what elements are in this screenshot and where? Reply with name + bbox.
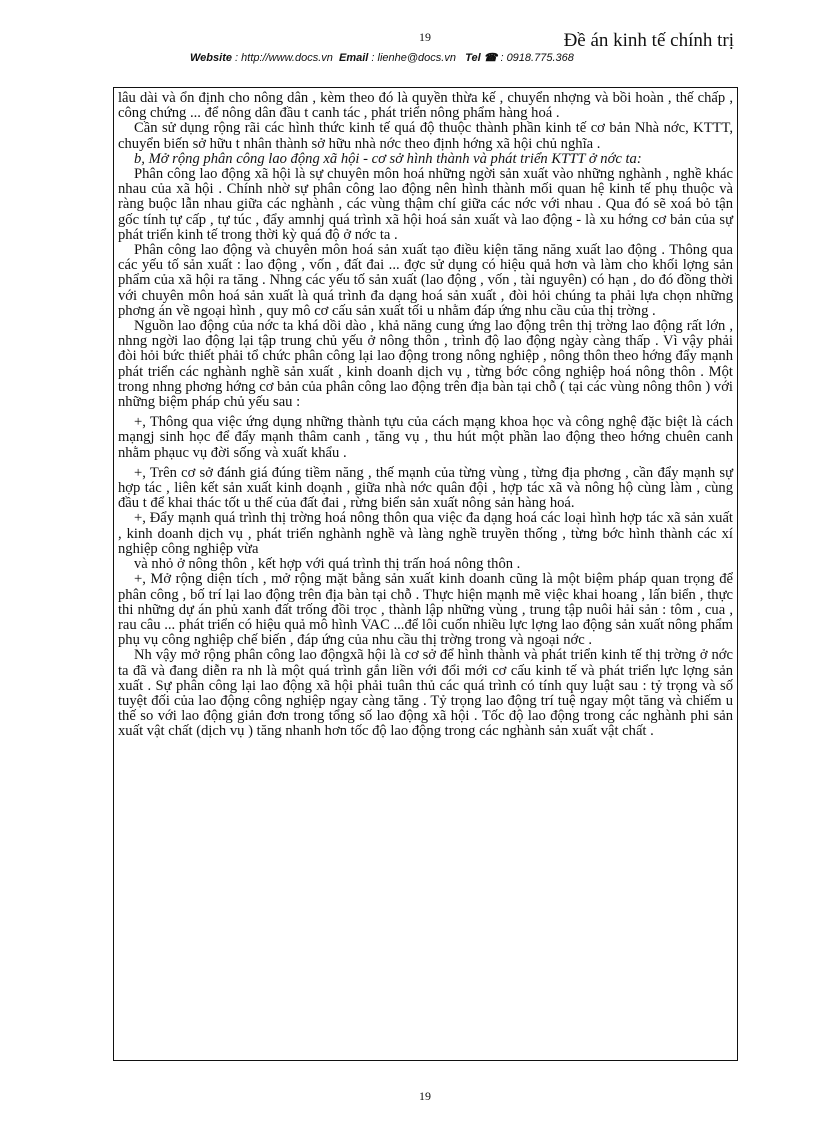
- paragraph: Cần sử dụng rộng rãi các hình thức kinh tế quá độ thuộc thành phần kinh tế cơ bản Nhà nớc, KTTT, chuyển biến sở hữu t nhân thành sở hữu nhà nớc theo định hớng xã hội chủ nghĩa .: [118, 120, 733, 152]
- bullet-paragraph: +, Mở rộng diện tích , mở rộng mặt bằng sản xuất kinh doanh cũng là một biệm pháp quan trọng để phân công , bố trí lại lao động trên địa bàn tại chỗ . Thực hiện mạnh mẽ việc khai hoang , lấn biển , thực thi những dự án phủ xanh đất trống đồi trọc , thành lập những vùng , trung tập nuôi hải sản : tôm , cua , rau câu ... phát triển có hiệu quả mô hình VAC ...để lôi cuốn nhiều lực lợng lao động sản xuất nông phẩm phụ vụ công nghiệp chế biến , đáp ứng của nhu cầu thị trờng trong và ngoại nớc .: [118, 571, 733, 649]
- website-label: Website: [190, 52, 232, 64]
- paragraph: Nh vậy mở rộng phân công lao độngxã hội là cơ sở để hình thành và phát triển kinh tế thị trờng ở nớc ta đã và đang diễn ra nh là một quá trình gắn liền với đổi mới cơ cấu kinh tế và phát triển lực lợng sản xuất . Sự phân công lại lao động xã hội phải tuân thủ các quá trình có tính quy luật sau : tỷ trọng và số tuyệt đối của lao động công nghiệp ngay càng tăng . Tỷ trọng lao động trí tuệ ngay một tăng và chiếm u thế so với lao động giản đơn trong tổng số lao động xã hội . Tốc độ lao động trong các nghành phi sản xuất vật chất (dịch vụ ) tăng nhanh hơn tốc độ lao động trong các nghành sản xuất vật chất .: [118, 647, 733, 740]
- footer-page-number: 19: [419, 1089, 431, 1103]
- paragraph: lâu dài và ổn định cho nông dân , kèm theo đó là quyền thừa kế , chuyển nhợng và bồi hoàn , thế chấp , công chứng ... để nông dân đầu t canh tác , phát triển nông phẩm hàng hoá .: [118, 90, 733, 122]
- phone-number: : 0918.775.368: [500, 52, 574, 64]
- bullet-paragraph-continuation: và nhỏ ở nông thôn , kết hợp với quá trình thị trấn hoá nông thôn .: [134, 556, 521, 573]
- header-page-number: 19: [419, 30, 431, 44]
- paragraph: Phân công lao động xã hội là sự chuyên môn hoá những ngời sản xuất vào những nghành , nghề khác nhau của xã hội . Chính nhờ sự phân công lao động nên hình thành mối quan hệ kinh tế phụ thuộc và ràng buộc lẫn nhau giữa các nghành , các vùng thậm chí giữa các nớc với nhau . Qua đó sẽ xoá bỏ tận gốc tính tự cấp , tự túc , đẩy amnhj quá trình xã hội hoá sản xuất và lao động - là xu hớng cơ bản của sự phát triển kinh tế trong thời kỳ quá độ ở nớc ta .: [118, 166, 733, 243]
- paragraph: Nguồn lao động của nớc ta khá dồi dào , khả năng cung ứng lao động trên thị trờng lao động rất lớn , nhng ngời lao động lại tập trung chủ yếu ở nông thôn , trình độ lao động ngày càng thấp . Vì vậy phải đòi hỏi bức thiết phải tổ chức phân công lại lao động trong nông nghiệp , nông thôn theo hớng đẩy mạnh phát triển các nghành nghề sản xuất , kinh doanh dịch vụ , từng bớc công nghiệp hoá nông thôn . Một trong nhng phơng hớng cơ bản của phân công lao động trên địa bàn tại chỗ ( tại các vùng nông thôn ) với những biệm pháp chủ yếu sau :: [118, 318, 733, 411]
- bullet-paragraph: +, Thông qua việc ứng dụng những thành tựu của cách mạng khoa học và công nghệ đặc biệt là cách mạngj sinh học để đẩy mạnh thâm canh , tăng vụ , thu hút một phần lao động theo hớng chuên canh nhằm phạuc vụ đời sống và xuất khẩu .: [118, 414, 733, 461]
- section-heading: b, Mở rộng phân công lao động xã hội - cơ sở hình thành và phát triển KTTT ở nớc ta:: [134, 150, 642, 167]
- header-contact-line: [190, 51, 574, 64]
- email-address[interactable]: : lienhe@docs.vn: [371, 52, 456, 64]
- paragraph: Phân công lao động và chuyên môn hoá sản xuất tạo điều kiện tăng năng xuất lao động . Thông qua các yếu tố sản xuất : lao động , vốn , đất đai ... đợc sử dụng có hiệu quả hơn và làm cho khối lợng sản phẩm của xã hội ra tăng . Nhng các yếu tố sản xuất (lao động , vốn , tài nguyên) có hạn , do đó đồng thời với chuyên môn hoá sản xuất là quá trình đa dạng hoá sản xuất , đòi hỏi chúng ta phải lựa chọn những phơng án về ngoại hình , quy mô cơ cấu sản xuất tối u nhằm đáp ứng nhu cầu của thị trờng .: [118, 242, 733, 319]
- body-text-frame: [113, 87, 738, 1061]
- bullet-paragraph: +, Trên cơ sở đánh giá đúng tiềm năng , thế mạnh của từng vùng , từng địa phơng , cần đẩy mạnh sự hợp tác , liên kết sản xuất kinh doạnh , giữa nhà nớc quân đội , hợp tác xã và nông hộ cùng làm , cùng đầu t để khai thác tốt u thế của đất đai , rừng biển sản xuất nông sản hàng hoá.: [118, 464, 733, 512]
- website-url[interactable]: : http://www.docs.vn: [235, 52, 333, 64]
- email-label: Email: [339, 52, 369, 64]
- document-title: Đề án kinh tế chính trị: [563, 30, 734, 51]
- bullet-paragraph: +, Đẩy mạnh quá trình thị trờng hoá nông thôn qua việc đa dạng hoá các loại hình hợp tác xã sản xuất , kinh doanh dịch vụ , phát triển nghành nghề và làng nghề truyền thống , từng bớc hình thành các xí nghiệp công nghiệp vừa: [118, 510, 733, 557]
- phone-label: Tel ☎: [465, 52, 498, 64]
